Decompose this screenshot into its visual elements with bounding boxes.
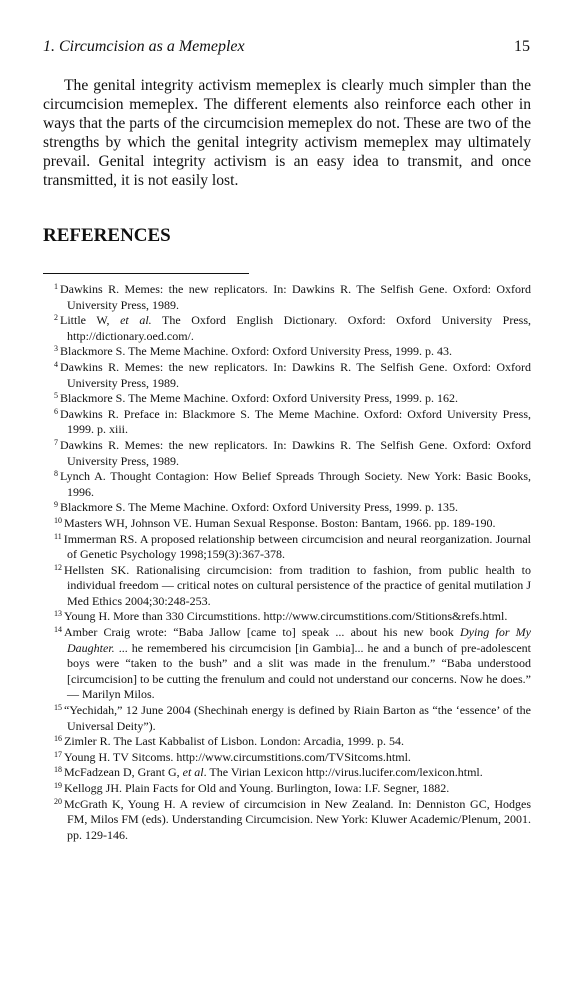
- reference-number: 16: [54, 734, 62, 744]
- page-number: 15: [514, 38, 530, 55]
- reference-text: Kellogg JH. Plain Facts for Old and Young. Burlington, Iowa: I.F. Segner, 1882.: [64, 781, 450, 795]
- reference-text: Young H. More than 330 Circumstitions. http://www.circumstitions.com/Stitions&refs.html.: [64, 609, 508, 624]
- reference-text: Dying for My Daughter.: [67, 625, 531, 655]
- reference-text: Hellsten SK. Rationalising circumcision: from tradition to fashion, from public health to individual freedom — critical notes on cultural persistence of the practice of genital mutilation J Med Ethics 2004;30:248-253.: [64, 562, 531, 608]
- reference-item: [43, 609, 531, 625]
- reference-number: 9: [54, 500, 58, 510]
- reference-number: 13: [54, 609, 62, 619]
- reference-number: 3: [54, 344, 58, 354]
- reference-number: 11: [54, 531, 62, 541]
- section-heading: REFERENCES: [43, 225, 171, 246]
- reference-text: McGrath K, Young H. A review of circumcision in New Zealand. In: Denniston GC, Hodges FM, Milos FM (eds). Understanding Circumcision. New York: Kluwer Academic/Plenum, 2001. pp. 129-146.: [64, 796, 531, 842]
- reference-number: 18: [54, 765, 62, 775]
- reference-number: 1: [54, 282, 58, 291]
- reference-item: [43, 391, 531, 407]
- reference-item: [43, 797, 531, 844]
- reference-item: [43, 765, 531, 781]
- reference-text: Young H. TV Sitcoms. http://www.circumstitions.com/TVSitcoms.html.: [64, 749, 411, 764]
- body-paragraph: The genital integrity activism memeplex is clearly much simpler than the circumcision memeplex. The different elements also reinforce each other in ways that the parts of the circumcision memeplex do not. These are two of the strengths by which the genital integrity activism memeplex may ultimately prevail. Genital integrity activism is an easy idea to transmit, and once transmitted, it is not easily lost.: [43, 77, 531, 189]
- reference-text: “Yechidah,” 12 June 2004 (Shechinah energy is defined by Riain Barton as “the ‘essence’ of the Universal Deity”).: [64, 703, 531, 733]
- reference-number: 4: [54, 359, 58, 369]
- reference-item: [43, 781, 531, 797]
- reference-item: [43, 750, 531, 766]
- reference-item: [43, 282, 531, 313]
- reference-number: 15: [54, 703, 62, 713]
- reference-number: 17: [54, 749, 62, 759]
- reference-number: 20: [54, 796, 62, 806]
- reference-text: Dawkins R. Memes: the new replicators. In: Dawkins R. The Selfish Gene. Oxford: Oxford University Press, 1989.: [60, 282, 531, 312]
- reference-item: [43, 500, 531, 516]
- reference-item: [43, 360, 531, 391]
- footnote-rule: [43, 273, 249, 274]
- reference-text: ... he remembered his circumcision [in Gambia]... he and a bunch of pre-adolescent boys were “taken to the bush” and a slit was made in the frenulum.” “Baba understood [circumcision] to be cutting the frenulum and could not understand our concerns. Now he does.” — Marilyn Milos.: [67, 640, 531, 702]
- reference-list: [43, 282, 531, 843]
- reference-text: et al: [182, 765, 204, 780]
- reference-item: [43, 344, 531, 360]
- reference-number: 14: [54, 625, 62, 635]
- reference-number: 5: [54, 391, 58, 401]
- reference-text: Little W,: [60, 313, 121, 328]
- reference-text: Amber Craig wrote: “Baba Jallow [came to] speak ... about his new book: [64, 625, 460, 640]
- reference-item: [43, 625, 531, 703]
- reference-item: [43, 438, 531, 469]
- page-header: [43, 38, 530, 60]
- reference-text: Blackmore S. The Meme Machine. Oxford: Oxford University Press, 1999. p. 43.: [60, 344, 453, 359]
- reference-item: [43, 734, 531, 750]
- reference-item: [43, 532, 531, 563]
- reference-item: [43, 516, 531, 532]
- reference-number: 10: [54, 515, 62, 525]
- reference-item: [43, 313, 531, 344]
- reference-number: 6: [54, 406, 58, 416]
- reference-text: Zimler R. The Last Kabbalist of Lisbon. London: Arcadia, 1999. p. 54.: [64, 734, 405, 749]
- reference-text: Dawkins R. Memes: the new replicators. In: Dawkins R. The Selfish Gene. Oxford: Oxford University Press, 1989.: [60, 359, 531, 390]
- reference-text: Blackmore S. The Meme Machine. Oxford: Oxford University Press, 1999. p. 135.: [60, 500, 459, 515]
- reference-item: [43, 703, 531, 734]
- reference-text: Dawkins R. Memes: the new replicators. In: Dawkins R. The Selfish Gene. Oxford: Oxford University Press, 1989.: [60, 437, 531, 468]
- reference-item: [43, 469, 531, 500]
- reference-number: 7: [54, 437, 58, 447]
- reference-text: Masters WH, Johnson VE. Human Sexual Response. Boston: Bantam, 1966. pp. 189-190.: [64, 515, 496, 530]
- reference-text: Lynch A. Thought Contagion: How Belief Spreads Through Society. New York: Basic Books, 1996.: [60, 469, 531, 499]
- reference-text: Immerman RS. A proposed relationship between circumcision and neural reorganization. Journal of Genetic Psychology 1998;159(3):367-378.: [63, 531, 531, 562]
- reference-text: . The Virian Lexicon http://virus.lucifer.com/lexicon.html.: [203, 765, 483, 780]
- reference-number: 12: [54, 562, 62, 572]
- reference-text: et al.: [120, 313, 152, 328]
- reference-text: Dawkins R. Preface in: Blackmore S. The Meme Machine. Oxford: Oxford University Press, 1999. p. xiii.: [60, 406, 531, 437]
- reference-number: 2: [54, 313, 58, 323]
- reference-item: [43, 407, 531, 438]
- reference-text: The Oxford English Dictionary. Oxford: Oxford University Press, http://dictionary.oed.com/.: [67, 313, 532, 343]
- reference-text: McFadzean D, Grant G,: [64, 765, 183, 780]
- running-title: 1. Circumcision as a Memeplex: [43, 38, 245, 55]
- reference-number: 19: [54, 781, 62, 790]
- reference-number: 8: [54, 469, 58, 479]
- reference-text: Blackmore S. The Meme Machine. Oxford: Oxford University Press, 1999. p. 162.: [60, 391, 459, 406]
- reference-item: [43, 563, 531, 610]
